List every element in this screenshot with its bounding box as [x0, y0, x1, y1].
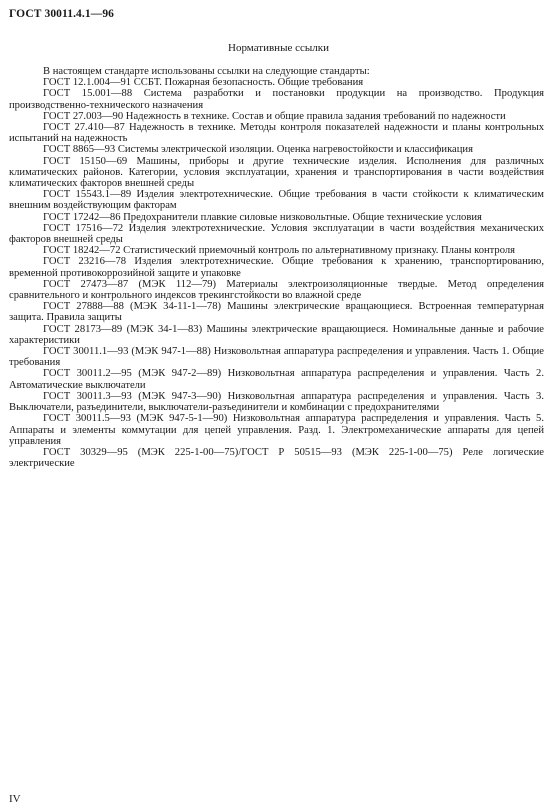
- reference-item: ГОСТ 30329—95 (МЭК 225-1-00—75)/ГОСТ Р 50515—93 (МЭК 225-1-00—75) Реле логические электрические: [9, 446, 544, 470]
- document-header: ГОСТ 30011.4.1—96: [9, 8, 115, 20]
- reference-item: ГОСТ 30011.3—93 (МЭК 947-3—90) Низковольтная аппаратура распределения и управления. Часть 3. Выключатели, разъединители, выключатели-разъединители и комбинации с предохранителями: [9, 390, 544, 414]
- reference-item: ГОСТ 8865—93 Системы электрической изоляции. Оценка нагревостойкости и классификация: [43, 144, 473, 156]
- reference-item: ГОСТ 17516—72 Изделия электротехнические. Условия эксплуатации в части воздействия механических факторов внешней среды: [9, 222, 544, 246]
- reference-item: ГОСТ 12.1.004—91 ССБТ. Пожарная безопасность. Общие требования: [43, 77, 364, 89]
- references-section: [9, 66, 544, 469]
- reference-item: ГОСТ 15.001—88 Система разработки и постановки продукции на производство. Продукция производственно-технического назначения: [9, 88, 544, 111]
- reference-item: ГОСТ 15543.1—89 Изделия электротехнические. Общие требования в части стойкости к климатическим внешним воздействующим факторам: [9, 189, 544, 212]
- reference-item: ГОСТ 27.410—87 Надежность в технике. Методы контроля показателей надежности и планы контрольных испытаний на надежность: [9, 122, 544, 145]
- reference-item: ГОСТ 30011.5—93 (МЭК 947-5-1—90) Низковольтная аппаратура распределения и управления. Часть 5. Аппараты и элементы коммутации для цепей управления. Разд. 1. Электромеханические аппараты для цепей управления: [9, 413, 544, 447]
- reference-item: ГОСТ 30011.1—93 (МЭК 947-1—88) Низковольтная аппаратура распределения и управления. Часть 1. Общие требования: [9, 346, 544, 369]
- reference-list: [9, 77, 544, 469]
- reference-item: ГОСТ 30011.2—95 (МЭК 947-2—89) Низковольтная аппаратура распределения и управления. Часть 2. Автоматические выключатели: [9, 368, 544, 391]
- reference-item: ГОСТ 27473—87 (МЭК 112—79) Материалы электроизоляционные твердые. Метод определения сравнительного и контрольного индексов трекингстойкости во влажной среде: [9, 278, 544, 302]
- page-number: IV: [9, 793, 21, 805]
- section-title: Нормативные ссылки: [228, 42, 329, 54]
- reference-item: ГОСТ 27.003—90 Надежность в технике. Состав и общие правила задания требований по надежности: [43, 110, 506, 122]
- reference-item: ГОСТ 28173—89 (МЭК 34-1—83) Машины электрические вращающиеся. Номинальные данные и рабочие характеристики: [9, 323, 544, 346]
- reference-item: ГОСТ 23216—78 Изделия электротехнические. Общие требования к хранению, транспортированию, временной противокоррозийной защите и упаковке: [9, 256, 544, 279]
- reference-item: ГОСТ 15150—69 Машины, приборы и другие технические изделия. Исполнения для различных климатических районов. Категории, условия эксплуатации, хранения и транспортирования в части воздействия климатических факторов внешней среды: [9, 155, 544, 190]
- intro-paragraph: В настоящем стандарте использованы ссылки на следующие стандарты:: [43, 66, 370, 77]
- reference-item: ГОСТ 27888—88 (МЭК 34-11-1—78) Машины электрические вращающиеся. Встроенная температурная защита. Правила защиты: [9, 301, 544, 324]
- reference-item: ГОСТ 17242—86 Предохранители плавкие силовые низковольтные. Общие технические условия: [43, 211, 482, 223]
- reference-item: ГОСТ 18242—72 Статистический приемочный контроль по альтернативному признаку. Планы контроля: [43, 245, 516, 257]
